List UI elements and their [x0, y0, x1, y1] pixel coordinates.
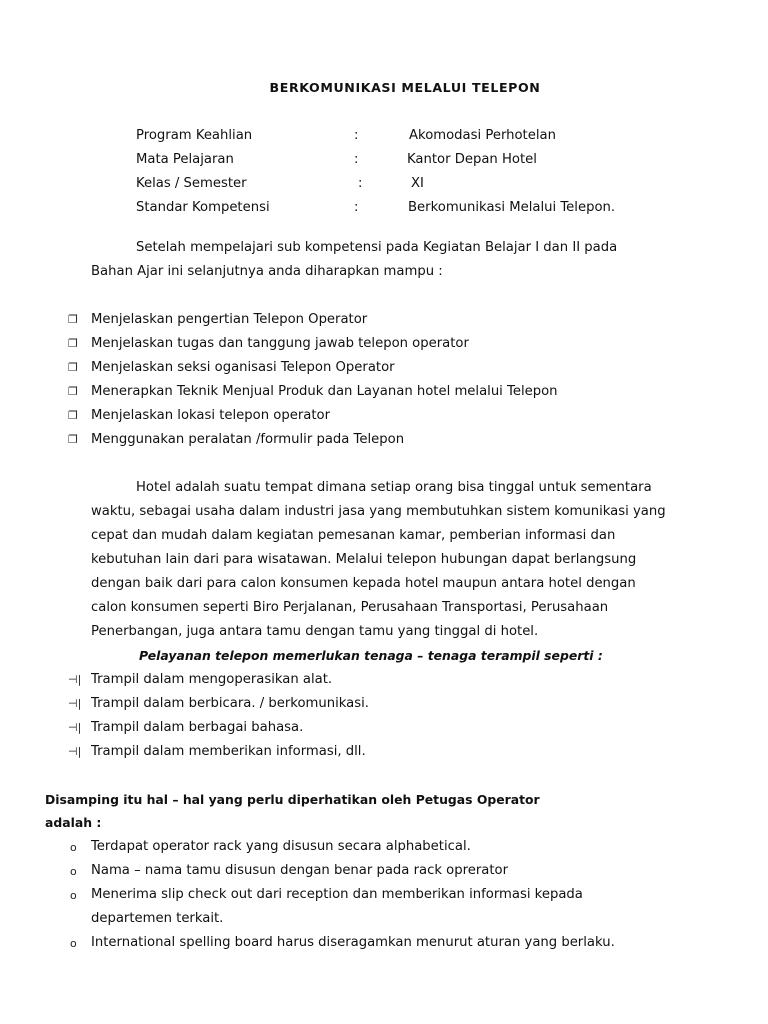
objective-text: Menerapkan Teknik Menjual Produk dan Layanan hotel melalui Telepon [91, 384, 558, 399]
skill-text: Trampil dalam berbagai bahasa. [91, 720, 304, 735]
paragraph-line: calon konsumen seperti Biro Perjalanan, Perusahaan Transportasi, Perusahaan [91, 600, 609, 615]
objective-text: Menjelaskan lokasi telepon operator [91, 408, 330, 423]
intro-line-2: Bahan Ajar ini selanjutnya anda diharapkan mampu : [91, 264, 443, 279]
skill-text: Trampil dalam mengoperasikan alat. [91, 672, 333, 687]
paragraph-line: Penerbangan, juga antara tamu dengan tamu yang tinggal di hotel. [91, 624, 539, 639]
paragraph-line: dengan baik dari para calon konsumen kepada hotel maupun antara hotel dengan [91, 576, 636, 591]
operator-point-text: Nama – nama tamu disusun dengan benar pada rack oprerator [91, 863, 509, 878]
circle-bullet-icon: o [70, 865, 77, 878]
checkbox-bullet-icon: ❐ [68, 433, 78, 446]
operator-point-text: Menerima slip check out dari reception dan memberikan informasi kepada [91, 887, 583, 902]
objective-text: Menjelaskan tugas dan tanggung jawab telepon operator [91, 336, 469, 351]
info-colon: : [354, 152, 359, 167]
operator-heading-line-1: Disamping itu hal – hal yang perlu diperhatikan oleh Petugas Operator [45, 792, 540, 807]
arrow-bar-bullet-icon: ⊣| [68, 721, 82, 734]
info-colon: : [354, 200, 359, 215]
info-colon: : [354, 128, 359, 143]
info-label: Kelas / Semester [136, 176, 247, 191]
info-label: Standar Kompetensi [136, 200, 270, 215]
checkbox-bullet-icon: ❐ [68, 409, 78, 422]
intro-line-1: Setelah mempelajari sub kompetensi pada Kegiatan Belajar I dan II pada [136, 240, 618, 255]
operator-point-text: International spelling board harus diseragamkan menurut aturan yang berlaku. [91, 935, 615, 950]
circle-bullet-icon: o [70, 841, 77, 854]
checkbox-bullet-icon: ❐ [68, 337, 78, 350]
circle-bullet-icon: o [70, 937, 77, 950]
operator-point-text: Terdapat operator rack yang disusun secara alphabetical. [91, 839, 471, 854]
paragraph-line: waktu, sebagai usaha dalam industri jasa yang membutuhkan sistem komunikasi yang [91, 504, 666, 519]
operator-point-continuation: departemen terkait. [91, 911, 224, 926]
operator-heading-line-2: adalah : [45, 815, 102, 830]
checkbox-bullet-icon: ❐ [68, 361, 78, 374]
paragraph-line: Hotel adalah suatu tempat dimana setiap orang bisa tinggal untuk sementara [136, 480, 652, 495]
objective-text: Menjelaskan pengertian Telepon Operator [91, 312, 368, 327]
info-value: XI [411, 176, 424, 191]
document-title: BERKOMUNIKASI MELALUI TELEPON [269, 80, 541, 95]
info-colon: : [358, 176, 363, 191]
skill-text: Trampil dalam berbicara. / berkomunikasi. [91, 696, 369, 711]
checkbox-bullet-icon: ❐ [68, 313, 78, 326]
skills-heading: Pelayanan telepon memerlukan tenaga – tenaga terampil seperti : [139, 648, 603, 663]
circle-bullet-icon: o [70, 889, 77, 902]
info-label: Mata Pelajaran [136, 152, 234, 167]
info-label: Program Keahlian [136, 128, 253, 143]
arrow-bar-bullet-icon: ⊣| [68, 745, 82, 758]
info-value: Berkomunikasi Melalui Telepon. [408, 200, 616, 215]
arrow-bar-bullet-icon: ⊣| [68, 697, 82, 710]
objective-text: Menjelaskan seksi oganisasi Telepon Operator [91, 360, 395, 375]
objective-text: Menggunakan peralatan /formulir pada Telepon [91, 432, 405, 447]
skill-text: Trampil dalam memberikan informasi, dll. [91, 744, 366, 759]
paragraph-line: cepat dan mudah dalam kegiatan pemesanan kamar, pemberian informasi dan [91, 528, 616, 543]
info-value: Akomodasi Perhotelan [409, 128, 556, 143]
arrow-bar-bullet-icon: ⊣| [68, 673, 82, 686]
checkbox-bullet-icon: ❐ [68, 385, 78, 398]
paragraph-line: kebutuhan lain dari para wisatawan. Melalui telepon hubungan dapat berlangsung [91, 552, 637, 567]
info-value: Kantor Depan Hotel [407, 152, 537, 167]
